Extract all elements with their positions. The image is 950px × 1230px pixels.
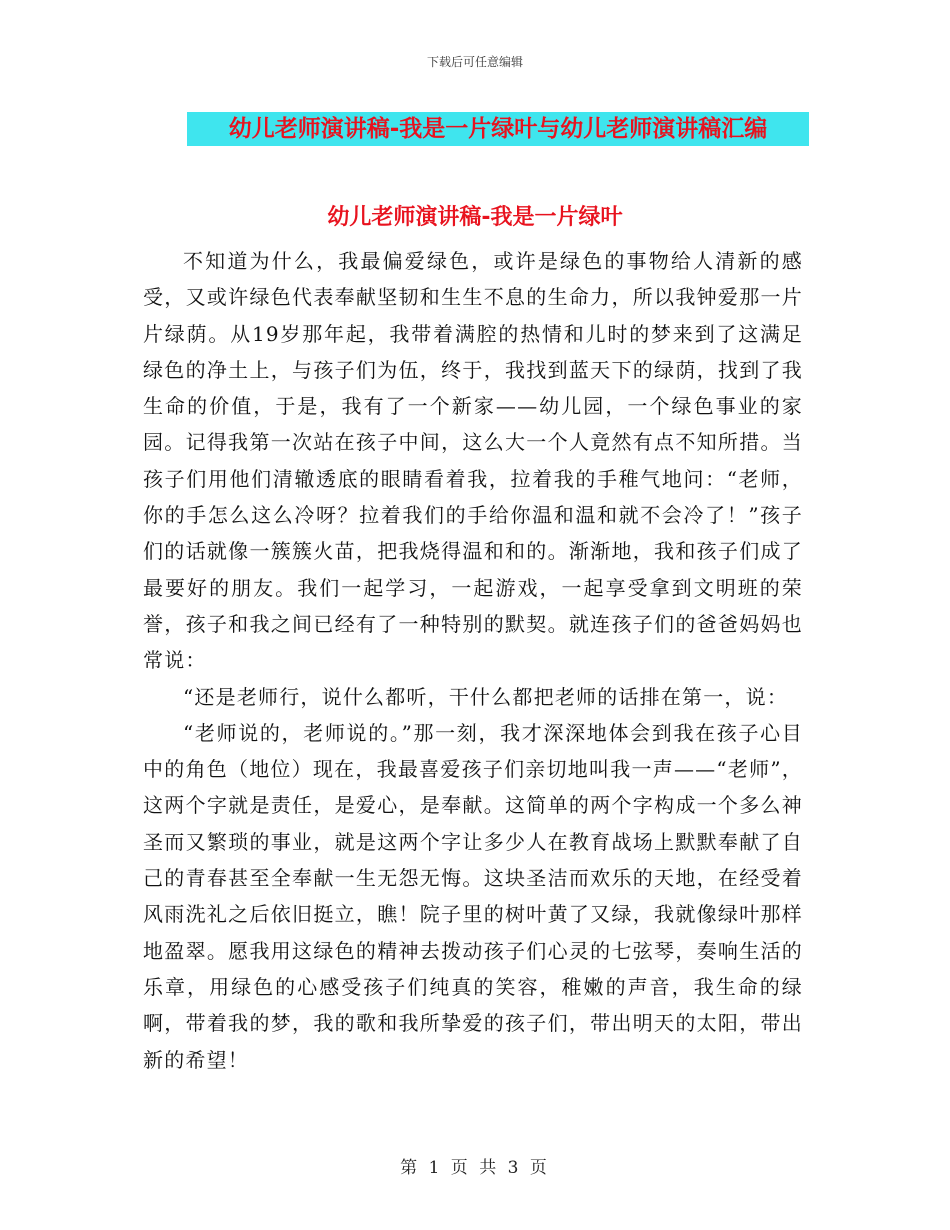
section-title: 幼儿老师演讲稿-我是一片绿叶 <box>327 205 623 230</box>
paragraph: 不知道为什么，我最偏爱绿色，或许是绿色的事物给人清新的感受，又或许绿色代表奉献坚韧和生生不息的生命力，所以我钟爱那一片片绿荫。从19岁那年起，我带着满腔的热情和儿时的梦来到了这满足绿色的净土上，与孩子们为伍，终于，我找到蓝天下的绿荫，找到了我生命的价值，于是，我有了一个新家——幼儿园，一个绿色事业的家园。记得我第一次站在孩子中间，这么大一个人竟然有点不知所措。当孩子们用他们清辙透底的眼睛看着我，拉着我的手稚气地问：“老师，你的手怎么这么冷呀？拉着我们的手给你温和温和就不会冷了！”孩子们的话就像一簇簇火苗，把我烧得温和和的。渐渐地，我和孩子们成了最要好的朋友。我们一起学习，一起游戏，一起享受拿到文明班的荣誉，孩子和我之间已经有了一种特别的默契。就连孩子们的爸爸妈妈也常说： <box>143 249 803 673</box>
paragraph: “老师说的，老师说的。”那一刻，我才深深地体会到我在孩子心目中的角色（地位）现在，我最喜爱孩子们亲切地叫我一声——“老师”，这两个字就是责任，是爱心，是奉献。这简单的两个字构成一个多么神圣而又繁琐的事业，就是这两个字让多少人在教育战场上默默奉献了自己的青春甚至全奉献一生无怨无悔。这块圣洁而欢乐的天地，在经受着风雨洗礼之后依旧挺立，瞧！院子里的树叶黄了又绿，我就像绿叶那样地盈翠。愿我用这绿色的精神去拨动孩子们心灵的七弦琴，奏响生活的乐章，用绿色的心感受孩子们纯真的笑容，稚嫩的声音，我生命的绿啊，带着我的梦，我的歌和我所挚爱的孩子们，带出明天的太阳，带出新的希望！ <box>143 720 803 1072</box>
document-title-highlight <box>187 112 809 146</box>
page-header-note: 下载后可任意编辑 <box>426 55 523 69</box>
paragraph: “还是老师行，说什么都听，干什么都把老师的话排在第一，说： <box>183 684 789 709</box>
article-body <box>143 243 803 1078</box>
document-title: 幼儿老师演讲稿-我是一片绿叶与幼儿老师演讲稿汇编 <box>228 116 768 142</box>
page-number-footer: 第 1 页 共 3 页 <box>400 1158 550 1178</box>
